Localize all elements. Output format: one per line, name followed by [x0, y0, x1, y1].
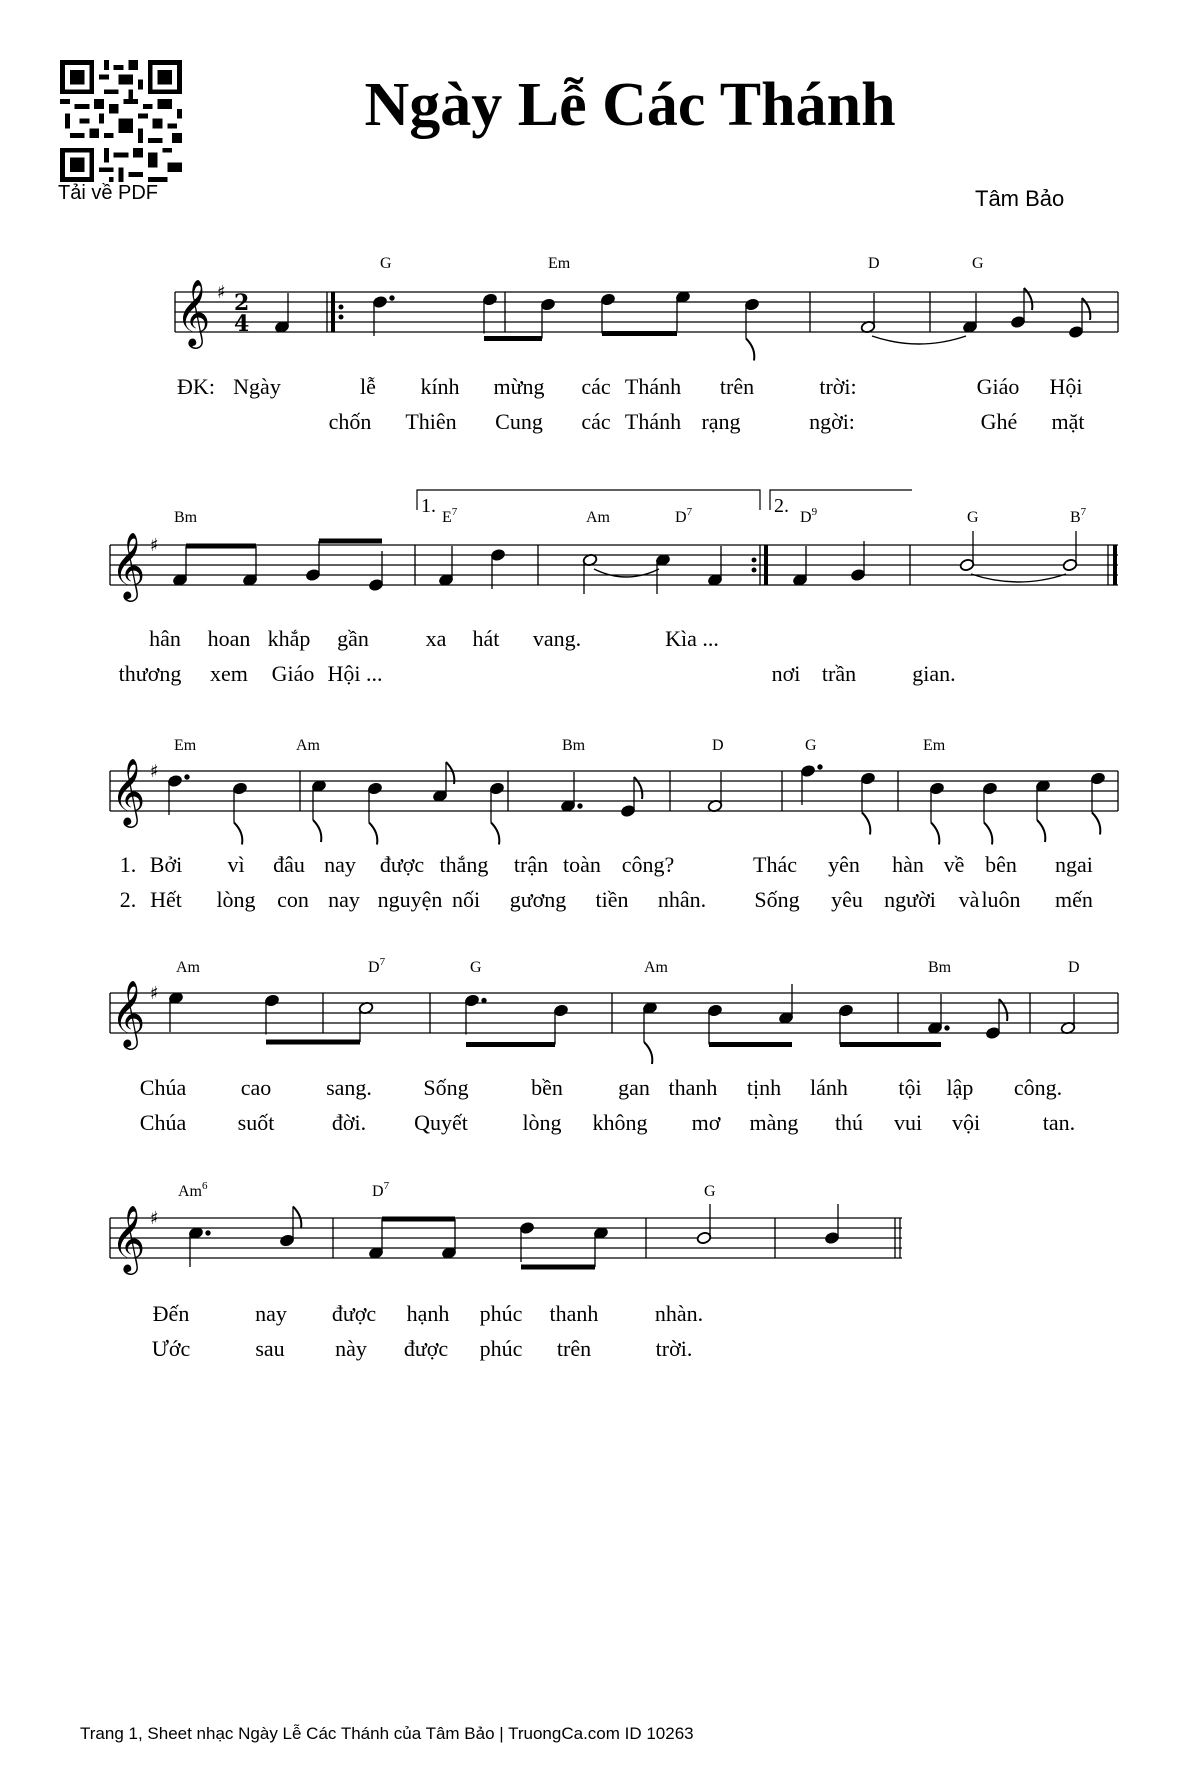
lyric-syllable: rạng — [701, 409, 741, 434]
lyric-syllable: nay — [328, 887, 360, 912]
treble-clef-icon: 𝄞 — [111, 1204, 146, 1272]
lyric-syllable: Chúa — [139, 1110, 187, 1135]
lyric-syllable: thanh — [668, 1075, 718, 1100]
tie — [594, 569, 659, 577]
lyric-syllable: Quyết — [414, 1110, 468, 1135]
dot — [206, 1231, 210, 1235]
lyric-syllable: Bởi — [149, 852, 183, 877]
lyric-syllable: hạnh — [406, 1301, 450, 1326]
song-title: Ngày Lễ Các Thánh — [364, 71, 896, 139]
lyric-syllable: con — [277, 887, 309, 912]
download-pdf-link[interactable]: Tải về PDF — [58, 182, 159, 204]
lyric-syllable: trời. — [655, 1336, 693, 1361]
lyric-syllable: vội — [951, 1110, 981, 1135]
lyric-syllable: người — [884, 887, 936, 912]
lyric-syllable: mơ — [691, 1110, 721, 1135]
treble-clef-icon: 𝄞 — [111, 531, 146, 599]
lyric-syllable: thanh — [549, 1301, 599, 1326]
dot — [818, 765, 822, 769]
lyric-syllable: Sống — [754, 887, 800, 912]
note-flag — [491, 823, 499, 845]
lyric-syllable: tan. — [1042, 1110, 1076, 1135]
lyric-syllable: phúc — [479, 1301, 523, 1326]
svg-text:4: 4 — [234, 311, 250, 337]
lyric-syllable: trần — [821, 661, 857, 686]
lyric-syllable: luôn — [981, 887, 1021, 912]
lyric-syllable: Hội — [1049, 374, 1083, 399]
lyric-syllable: yên — [828, 852, 860, 877]
tie — [872, 336, 966, 344]
lyric-syllable: Giáo — [976, 374, 1020, 399]
lyric-syllable: nối — [451, 887, 481, 912]
lyric-syllable: hàn — [892, 852, 924, 877]
chord-symbol: G — [972, 255, 984, 272]
note-flag — [313, 820, 321, 842]
note-flag — [1024, 288, 1032, 310]
lyric-syllable: trên — [556, 1336, 592, 1361]
lyric-syllable: hoan — [207, 626, 251, 651]
page-footer: Trang 1, Sheet nhạc Ngày Lễ Các Thánh của Tâm Bảo | TruongCa.com ID 10263 — [80, 1724, 694, 1743]
lyric-syllable: Hội ... — [327, 661, 383, 686]
lyric-syllable: lễ — [360, 374, 376, 399]
note-flag — [746, 339, 754, 361]
chord-symbol: G — [805, 737, 817, 754]
lyric-syllable: lòng — [522, 1110, 562, 1135]
lyric-syllable: lập — [946, 1075, 974, 1100]
lyric-syllable: ĐK: — [177, 374, 215, 399]
note-flag — [369, 823, 377, 845]
lyric-syllable: Thánh — [624, 409, 682, 434]
composer-name: Tâm Bảo — [975, 186, 1065, 211]
note-flag — [862, 813, 870, 835]
dot — [945, 1026, 949, 1030]
lyric-syllable: vui — [893, 1110, 923, 1135]
staff-5 — [110, 1218, 902, 1258]
lyric-syllable: chốn — [328, 409, 372, 434]
note-flag — [634, 777, 642, 799]
lyric-syllable: này — [335, 1336, 367, 1361]
lyric-syllable: tội — [898, 1075, 922, 1100]
lyric-syllable: Hết — [150, 887, 182, 912]
lyric-syllable: tịnh — [746, 1075, 782, 1100]
lyric-syllable: mặt — [1051, 409, 1085, 434]
lyric-syllable: Thiên — [405, 409, 457, 434]
lyric-syllable: nơi — [771, 661, 801, 686]
lyric-syllable: được — [331, 1301, 377, 1326]
lyric-syllable: hát — [472, 626, 500, 651]
treble-clef-icon: 𝄞 — [111, 757, 146, 825]
lyric-syllable: không — [592, 1110, 648, 1135]
note-flag — [644, 1042, 652, 1064]
lyric-syllable: 2. — [119, 887, 137, 912]
volta-brackets — [417, 490, 912, 510]
dot — [578, 804, 582, 808]
lyric-syllable: yêu — [831, 887, 863, 912]
lyric-syllable: gương — [509, 887, 567, 912]
treble-clef-icon: 𝄞 — [111, 979, 146, 1047]
lyric-syllable: ngai — [1055, 852, 1093, 877]
lyric-syllable: nhân. — [657, 887, 707, 912]
lyric-syllable: đời. — [331, 1110, 367, 1135]
staff-4 — [110, 993, 1118, 1033]
lyric-syllable: màng — [749, 1110, 799, 1135]
chord-symbol: Em — [548, 255, 571, 272]
chord-symbol: $E^7$ — [442, 506, 458, 526]
note-flag — [1082, 298, 1090, 320]
lyric-syllable: lòng — [216, 887, 256, 912]
chord-symbol: G — [380, 255, 392, 272]
chord-symbol: $B^7$ — [1070, 506, 1087, 526]
lyric-syllable: khắp — [267, 626, 311, 651]
chord-symbol: Bm — [928, 959, 952, 976]
lyric-syllable: gian. — [912, 661, 956, 686]
chord-symbol: Em — [174, 737, 197, 754]
chord-symbol: D — [712, 737, 724, 754]
lyric-syllable: Ghé — [980, 409, 1018, 434]
svg-text:2: 2 — [234, 290, 250, 316]
lyric-syllable: thương — [118, 661, 182, 686]
note-flag — [931, 823, 939, 845]
lyric-syllable: các — [581, 374, 611, 399]
chord-symbol: Bm — [562, 737, 586, 754]
lyric-syllable: suốt — [237, 1110, 275, 1135]
lyric-syllable: Cung — [495, 409, 543, 434]
note-flag — [1037, 820, 1045, 842]
lyric-syllable: và — [958, 887, 980, 912]
lyric-syllable: mến — [1055, 887, 1093, 912]
chord-symbol: Bm — [174, 509, 198, 526]
lyric-syllable: thắng — [439, 852, 489, 877]
lyric-syllable: hân — [149, 626, 181, 651]
lyric-syllable: tiền — [595, 887, 629, 912]
lyric-syllable: sang. — [326, 1075, 372, 1100]
chord-symbol: $D^7$ — [372, 1180, 390, 1200]
chord-symbol: Am — [586, 509, 610, 526]
chord-symbol: $D^7$ — [675, 506, 693, 526]
chord-symbol: $D^7$ — [368, 956, 386, 976]
dot — [390, 296, 394, 300]
chord-symbol: Em — [923, 737, 946, 754]
lyric-syllable: thú — [834, 1110, 864, 1135]
sharp-icon: ♯ — [150, 1208, 159, 1229]
volta-1-label: 1. — [421, 495, 436, 517]
lyric-syllable: công? — [621, 852, 675, 877]
lyric-syllable: Ước — [151, 1336, 191, 1361]
chord-symbol: Am — [296, 737, 320, 754]
lyric-syllable: công. — [1013, 1075, 1063, 1100]
lyric-syllable: lánh — [810, 1075, 848, 1100]
dot — [482, 998, 486, 1002]
sharp-icon: ♯ — [150, 535, 159, 556]
chord-symbol: G — [470, 959, 482, 976]
lyric-syllable: trời: — [819, 374, 857, 399]
lyric-syllable: Thánh — [624, 374, 682, 399]
lyric-syllable: Giáo — [271, 661, 315, 686]
lyric-syllable: Chúa — [139, 1075, 187, 1100]
chord-symbol: G — [967, 509, 979, 526]
lyric-syllable: nay — [255, 1301, 287, 1326]
lyric-syllable: được — [403, 1336, 449, 1361]
lyric-syllable: đâu — [273, 852, 305, 877]
lyric-syllable: trên — [719, 374, 755, 399]
lyric-syllable: được — [379, 852, 425, 877]
staff-3 — [110, 771, 1118, 811]
lyric-syllable: Kìa ... — [665, 626, 719, 651]
lyric-syllable: về — [943, 852, 965, 877]
lyric-syllable: vang. — [532, 626, 582, 651]
note-flag — [1092, 813, 1100, 835]
lyric-syllable: Ngày — [233, 374, 281, 399]
lyric-syllable: nguyện — [377, 887, 443, 912]
note-flag — [234, 823, 242, 845]
lyric-syllable: mừng — [493, 374, 545, 399]
lyric-syllable: nay — [324, 852, 356, 877]
chord-symbol: D — [1068, 959, 1080, 976]
lyric-syllable: gan — [618, 1075, 650, 1100]
lyric-syllable: bên — [985, 852, 1017, 877]
sharp-icon: ♯ — [150, 761, 159, 782]
lyric-syllable: 1. — [119, 852, 137, 877]
lyric-syllable: nhàn. — [654, 1301, 704, 1326]
lyric-syllable: ngời: — [809, 409, 855, 434]
chord-symbol: $D^9$ — [800, 506, 818, 526]
repeat-dots — [339, 305, 757, 573]
lyric-syllable: xem — [210, 661, 248, 686]
note-flag — [984, 823, 992, 845]
chord-symbol: Am — [644, 959, 668, 976]
lyric-syllable: Thác — [753, 852, 797, 877]
lyric-syllable: bền — [531, 1075, 563, 1100]
chord-symbol: Am$^6$ — [178, 1180, 208, 1200]
lyric-syllable: cao — [240, 1075, 272, 1100]
volta-2-label: 2. — [774, 495, 789, 517]
lyric-syllable: Đến — [152, 1301, 190, 1326]
chord-symbol: Am — [176, 959, 200, 976]
lyric-syllable: sau — [255, 1336, 285, 1361]
lyric-syllable: kính — [420, 374, 460, 399]
chord-symbol: G — [704, 1183, 716, 1200]
sharp-icon: ♯ — [150, 983, 159, 1004]
lyric-syllable: vì — [227, 852, 245, 877]
sharp-icon: ♯ — [217, 282, 226, 303]
chord-symbol: D — [868, 255, 880, 272]
lyric-syllable: xa — [425, 626, 447, 651]
lyric-syllable: gần — [337, 626, 369, 651]
dot — [185, 775, 189, 779]
treble-clef-icon: 𝄞 — [176, 278, 211, 346]
lyric-syllable: Sống — [423, 1075, 469, 1100]
note-flag — [999, 999, 1007, 1021]
lyric-syllable: phúc — [479, 1336, 523, 1361]
lyric-syllable: trận — [513, 852, 549, 877]
lyric-syllable: toàn — [563, 852, 601, 877]
lyric-syllable: các — [581, 409, 611, 434]
time-signature — [234, 290, 249, 337]
